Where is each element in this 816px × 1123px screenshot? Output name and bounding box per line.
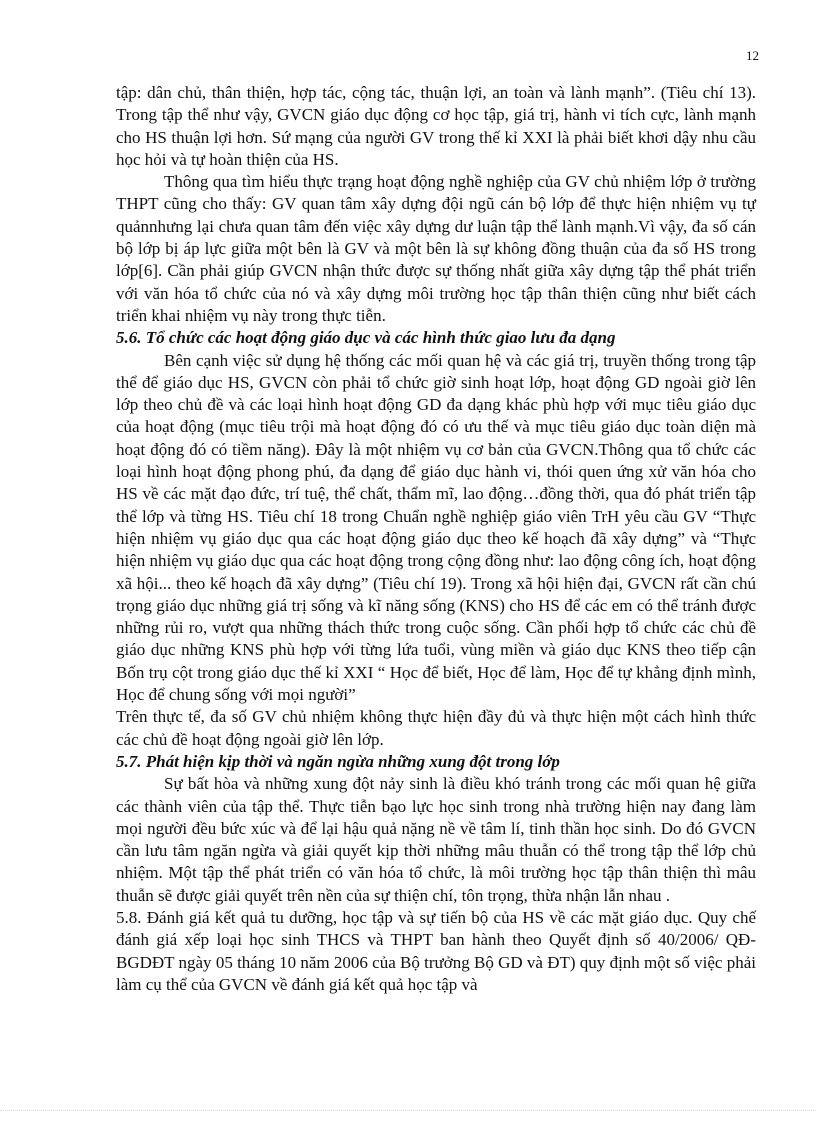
- section-paragraph-5-8: 5.8. Đánh giá kết quả tu dưỡng, học tập và sự tiến bộ của HS về các mặt giáo dục. Quy chế đánh giá xếp loại học sinh THCS và THPT ban hành theo Quyết định số 40/2006/ QĐ-BGDĐT ngày 05 tháng 10 năm 2006 của Bộ trưởng Bộ GD và ĐT) quy định một số việc phải làm cụ thể của GVCN về đánh giá kết quả học tập và: [116, 907, 756, 994]
- page-number: 12: [746, 48, 759, 63]
- body-text: [116, 82, 756, 996]
- paragraph: tập: dân chủ, thân thiện, hợp tác, cộng tác, thuận lợi, an toàn và lành mạnh”. (Tiêu chí 13). Trong tập thể như vậy, GVCN giáo dục động cơ học tập, giá trị, hành vi tích cực, lành mạnh cho HS thuận lợi hơn. Sứ mạng của người GV trong thế kỉ XXI là phải biết khơi dậy nhu cầu học hỏi và tự hoàn thiện của HS.: [116, 83, 756, 169]
- paragraph: Thông qua tìm hiểu thực trạng hoạt động nghề nghiệp của GV chủ nhiệm lớp ở trường THPT cũng cho thấy: GV quan tâm xây dựng đội ngũ cán bộ lớp để thực hiện nhiệm vụ tự quảnnhưng lại chưa quan tâm đến việc xây dựng dư luận tập thể lành mạnh.Vì vậy, đa số cán bộ lớp bị áp lực giữa một bên là GV và một bên là sự không đồng thuận của đa số HS trong lớp[6]. Cần phải giúp GVCN nhận thức được sự thống nhất giữa xây dựng tập thể phát triển với văn hóa tổ chức của nó và xây dựng môi trường học tập thân thiện cũng như biết cách triển khai nhiệm vụ này trong thực tiễn.: [116, 172, 756, 325]
- paragraph: Sự bất hòa và những xung đột nảy sinh là điều khó tránh trong các mối quan hệ giữa các thành viên của tập thể. Thực tiễn bạo lực học sinh trong nhà trường hiện nay đang làm mọi người đều bức xúc và để lại hậu quả nặng nề về tâm lí, tinh thần học sinh. Do đó GVCN cần lưu tâm ngăn ngừa và giải quyết kịp thời những mâu thuẫn có thể trong tập thể lớp chủ nhiệm. Một tập thể phát triển có văn hóa tổ chức, là môi trường học tập thân thiện thì mâu thuẫn sẽ được giải quyết trên nền của sự thiện chí, tôn trọng, thừa nhận lẫn nhau .: [116, 774, 756, 905]
- paragraph: Trên thực tế, đa số GV chủ nhiệm không thực hiện đầy đủ và thực hiện một cách hình thức các chủ đề hoạt động ngoài giờ lên lớp.: [116, 707, 756, 749]
- page-bottom-divider: [0, 1110, 816, 1111]
- paragraph: Bên cạnh việc sử dụng hệ thống các mối quan hệ và các giá trị, truyền thống trong tập thể để giáo dục HS, GVCN còn phải tổ chức giờ sinh hoạt lớp, hoạt động GD ngoài giờ lên lớp theo chủ đề và các loại hình hoạt động GD đa dạng khác phù hợp với mục tiêu giáo dục của hoạt động (mục tiêu trội mà hoạt động đó có ưu thế và mục tiêu giáo dục toàn diện mà hoạt động đó có tiềm năng). Đây là một nhiệm vụ cơ bản của GVCN.Thông qua tổ chức các loại hình hoạt động phong phú, đa dạng để giáo dục hành vi, thói quen ứng xử văn hóa cho HS về các mặt đạo đức, trí tuệ, thể chất, thẩm mĩ, lao động…đồng thời, qua đó phát triển tập thể lớp và từng HS. Tiêu chí 18 trong Chuẩn nghề nghiệp giáo viên TrH yêu cầu GV “Thực hiện nhiệm vụ giáo dục qua các hoạt động giáo dục theo kế hoạch đã xây dựng” và “Thực hiện nhiệm vụ giáo dục qua các hoạt động trong cộng đồng như: lao động công ích, hoạt động xã hội... theo kế hoạch đã xây dựng” (Tiêu chí 19). Trong xã hội hiện đại, GVCN rất cần chú trọng giáo dục những giá trị sống và kĩ năng sống (KNS) cho HS để các em có thể tránh được những rủi ro, vượt qua những thách thức trong cuộc sống. Cần phối hợp tổ chức các chủ đề giáo dục những KNS phù hợp với từng lứa tuổi, vùng miền và giáo dục KNS theo tiếp cận Bốn trụ cột trong giáo dục thế kỉ XXI “ Học để biết, Học để làm, Học để tự khẳng định mình, Học để chung sống với mọi người”: [116, 350, 756, 705]
- section-heading-5-6: 5.6. Tổ chức các hoạt động giáo dục và các hình thức giao lưu đa dạng: [116, 328, 616, 348]
- section-heading-5-7: 5.7. Phát hiện kịp thời và ngăn ngừa những xung đột trong lớp: [116, 751, 560, 771]
